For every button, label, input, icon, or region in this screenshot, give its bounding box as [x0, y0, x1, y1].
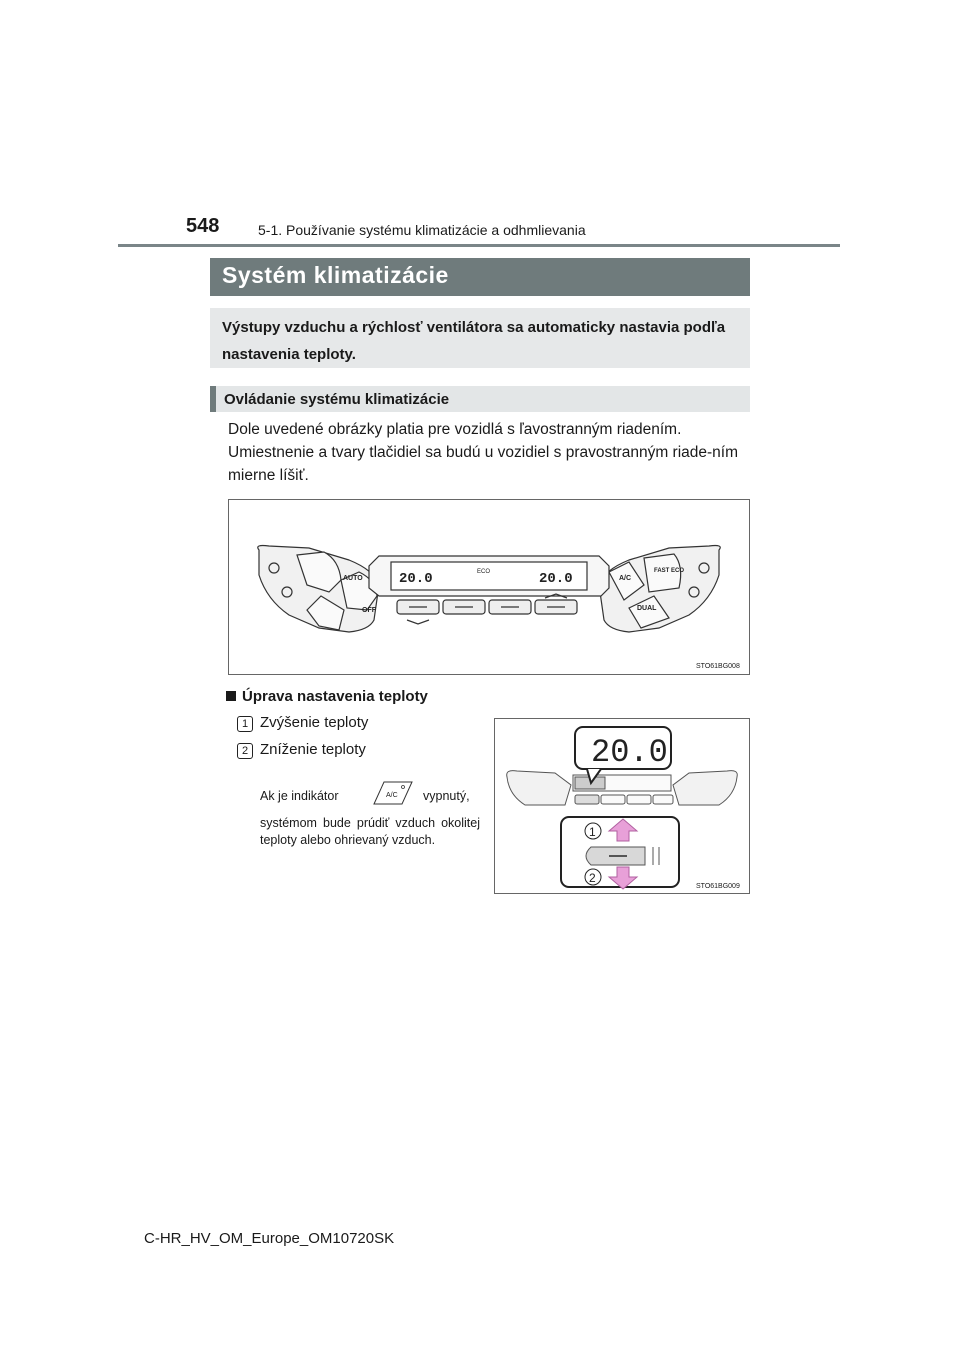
temperature-illustration	[495, 719, 749, 893]
figure2-code: STO61BG009	[696, 883, 740, 890]
fast-eco-button-label: FAST ECO	[654, 568, 685, 574]
off-button-label: OFF	[362, 607, 376, 614]
note-text-post: vypnutý,	[423, 789, 470, 803]
section-title: Systém klimatizácie	[222, 262, 449, 288]
display-left-temp: 20.0	[399, 571, 433, 587]
body-text: Dole uvedené obrázky platia pre vozidlá s ľavostranným riadením. Umiestnenie a tvary tlačidiel sa budú u vozidiel s pravostranným riade-ním mierne líšiť.	[228, 421, 739, 484]
display-right-temp: 20.0	[539, 571, 573, 587]
step-number-1: 1	[237, 716, 253, 732]
footer-doc-id: C-HR_HV_OM_Europe_OM10720SK	[144, 1230, 395, 1247]
step-number-2: 2	[237, 743, 253, 759]
header-rule	[118, 244, 840, 247]
temperature-figure	[494, 718, 750, 894]
intro-text: Výstupy vzduchu a rýchlosť ventilátora sa automaticky nastavia podľa nastavenia teploty.	[222, 319, 726, 363]
temperature-heading-text: Úprava nastavenia teploty	[242, 688, 428, 705]
bullet-square-icon	[226, 691, 236, 701]
ac-icon-label: A/C	[386, 792, 398, 799]
note-text-pre: Ak je indikátor	[260, 789, 339, 803]
ac-button-label: A/C	[619, 575, 632, 582]
ac-indicator-icon	[370, 778, 416, 813]
marker-1: 1	[589, 825, 596, 839]
auto-button-label: AUTO	[343, 575, 363, 582]
dual-button-label: DUAL	[637, 605, 657, 612]
subsection-accent	[210, 386, 216, 412]
step-1-label: Zvýšenie teploty	[260, 714, 369, 731]
climate-panel-illustration	[229, 500, 749, 674]
chapter-title: 5-1. Používanie systému klimatizácie a odhmlievania	[258, 222, 586, 238]
marker-2: 2	[589, 871, 596, 885]
display-temp-zoomed: 20.0	[591, 734, 668, 771]
climate-panel-figure	[228, 499, 750, 675]
figure1-code: STO61BG008	[696, 663, 740, 670]
page-number: 548	[186, 215, 220, 237]
temperature-heading	[226, 688, 428, 705]
step-2-label: Zníženie teploty	[260, 741, 366, 758]
display-eco-label: ECO	[477, 569, 491, 575]
note-text-rest: systémom bude prúdiť vzduch okolitej teploty alebo ohrievaný vzduch.	[260, 816, 480, 847]
subsection-title: Ovládanie systému klimatizácie	[224, 391, 450, 408]
